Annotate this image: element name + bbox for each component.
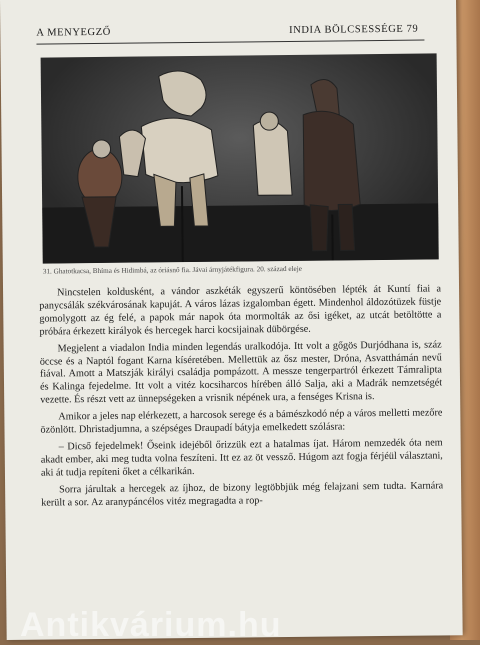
shadow-puppet-photo — [41, 53, 439, 263]
chapter-title: A MENYEGZŐ — [36, 27, 111, 39]
paragraph: Sorra járultak a hercegek az íjhoz, de bizony legtöbbjük még felajzani sem tudta. Karnára került a sor. Az aranypáncélos vitéz megragadta a rop- — [41, 480, 443, 510]
body-text — [39, 283, 443, 510]
figure-caption: 31. Ghatotkacsa, Bhíma és Hidimbá, az óriásnő fia. Jávai árnyjátékfigura. 20. század eleje — [43, 263, 439, 275]
shadow-puppet-illustration — [41, 53, 439, 263]
paragraph: – Dicső fejedelmek! Őseink idejéből őrizzük ezt a hatalmas íjat. Három nemzedék óta nem akadt ember, aki meg tudta volna feszíteni. Itt ez az öt vessző. Húgom azt fogja férjéül választani, aki át tudja repíteni őket a célkarikán. — [41, 437, 443, 480]
watermark: Antikvárium.hu — [20, 606, 281, 645]
book-title-page-number: INDIA BÖLCSESSÉGE 79 — [289, 24, 418, 36]
paragraph: Megjelent a viadalon India minden legendás uralkodója. Itt volt a gőgös Durjódhana is, száz öccse és a Naptól fogant Karna kíséretében. Mellettük az ősz mester, Dróna, Asvatthámán nevű fiával. Amott a Matszják királyi családja pompázott. A messze tengerpartról érkezett Támralipta és Kalinga fejedelme. Itt volt a vitéz kocsiharcos hírében álló Salja, aki a Madrák nemzetségét vezette. És részt vett az ünnepségeken a vrisnik népének ura, a fenséges Krisna is. — [40, 339, 443, 408]
paragraph: Nincstelen koldusként, a vándor aszkéták egyszerű köntösében lépték át Kuntí fiai a panycsálák székvárosának kapuját. A város lázas izgalomban égett. Mindenhol áldozótüzek füstje gomolygott az ég felé, a papok már napok óta mormolták az ősi igéket, az utcát betöltötte a próbára érkezett királyok és hercegek harci kocsijainak dübörgése. — [39, 283, 442, 339]
paragraph: Amikor a jeles nap elérkezett, a harcosok serege és a bámészkodó nép a város melletti mezőre özönlött. Dhristadjumna, a szépséges Draupadí bátyja emelkedett szólásra: — [40, 408, 442, 438]
